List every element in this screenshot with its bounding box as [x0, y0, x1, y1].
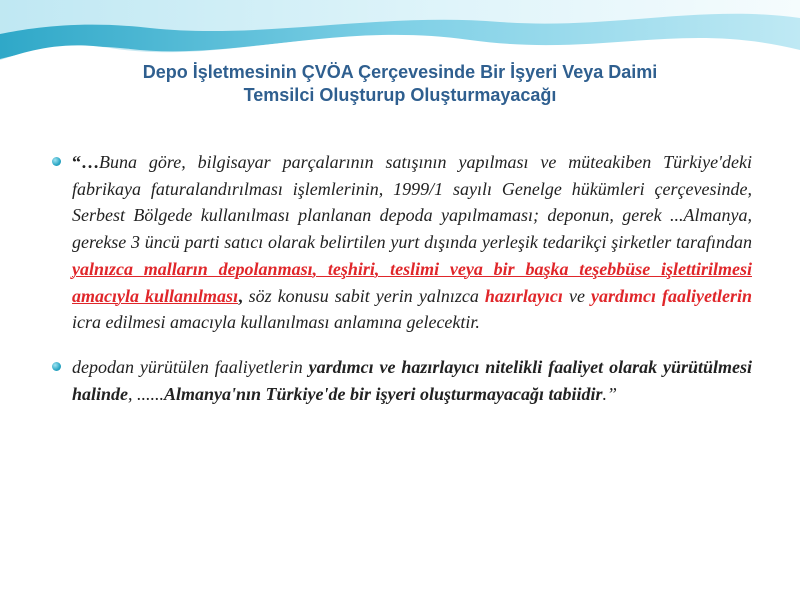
- bullet-text-2: [72, 354, 752, 407]
- bullet-item-2: [52, 354, 752, 407]
- bullet-text-1: [72, 149, 752, 336]
- quote-text-part-4: icra edilmesi amacıyla kullanılması anlamına gelecektir.: [72, 312, 480, 333]
- quote-text-part-2: söz konusu sabit yerin yalnızca: [242, 285, 485, 306]
- comma: ,: [238, 285, 243, 306]
- close-quote: .”: [602, 383, 618, 404]
- emphasis-hazirlayici: hazırlayıcı: [484, 285, 563, 306]
- slide-body: [52, 131, 752, 425]
- quote-text-part-6: , ......: [128, 383, 165, 404]
- slide-title-line-1: Depo İşletmesinin ÇVÖA Çerçevesinde Bir İşyeri Veya Daimi: [142, 62, 658, 82]
- bullet-item-1: [52, 149, 752, 336]
- bold-phrase-1: yardımcı ve hazırlayıcı nitelikli faaliyet olarak yürütülmesi halinde: [72, 356, 752, 404]
- bullet-dot-icon: [52, 157, 61, 166]
- slide-title: [40, 61, 760, 107]
- open-quote: “…: [72, 152, 99, 172]
- bold-phrase-2: Almanya'nın Türkiye'de bir işyeri oluşturmayacağı tabiidir: [164, 383, 603, 404]
- quote-text-part-3: ve: [562, 285, 591, 306]
- quote-text-part-1: Buna göre, bilgisayar parçalarının satışının yapılması ve müteakiben Türkiye'deki fabrikaya faturalandırılması işlemlerinin, 1999/1 sayılı Genelge hükümleri çerçevesinde, Serbest Bölgede kullanılması planlanan depoda yapılmaması; deponun, gerek ...Almanya, gerekse 3 üncü parti satıcı olarak belirtilen yurt dışında yerleşik tedarikçi şirketler tarafından: [72, 152, 752, 253]
- slide-title-line-2: Temsilci Oluşturup Oluşturmayacağı: [243, 85, 557, 105]
- bullet-dot-icon: [52, 362, 61, 371]
- emphasis-underlined: yalnızca malların depolanması, teşhiri, teslimi veya bir başka teşebbüse işlettirilmesi amacıyla kullanılması: [72, 258, 752, 306]
- quote-text-part-5: depodan yürütülen faaliyetlerin: [72, 356, 309, 377]
- emphasis-yardimci: yardımcı faaliyetlerin: [591, 285, 753, 306]
